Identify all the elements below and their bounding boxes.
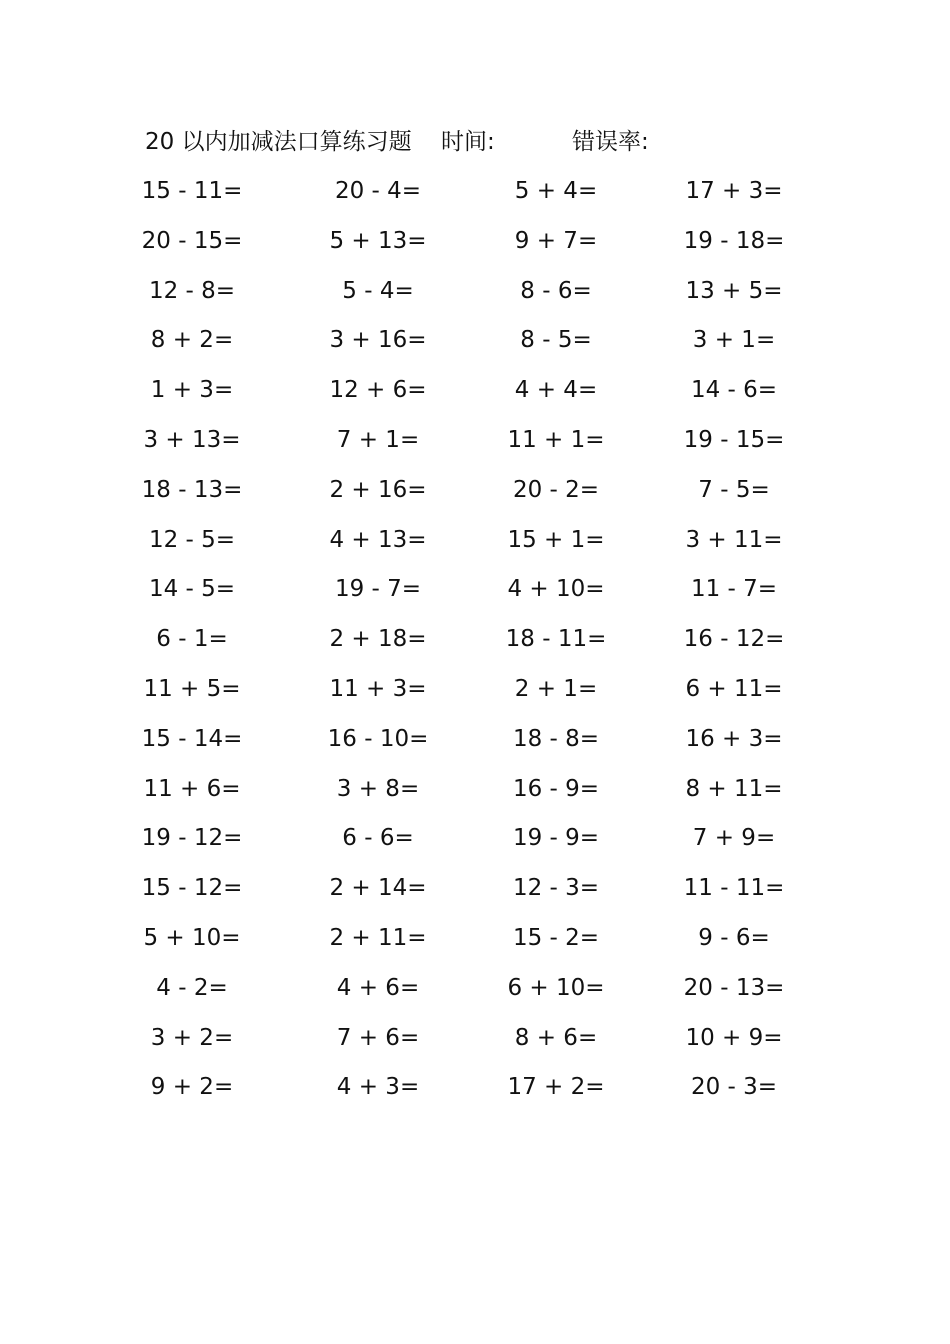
problem-cell: 5 + 13= xyxy=(329,227,427,254)
problem-row xyxy=(0,772,950,822)
problem-cell: 12 + 6= xyxy=(329,377,427,404)
problem-cell: 15 - 12= xyxy=(141,875,243,902)
problem-cell: 20 - 4= xyxy=(334,178,422,204)
problem-cell: 3 + 8= xyxy=(336,775,420,802)
problem-cell: 6 - 1= xyxy=(156,626,228,653)
problem-cell: 18 - 13= xyxy=(141,476,243,503)
problem-cell: 19 - 7= xyxy=(334,576,422,603)
problem-cell: 5 + 10= xyxy=(143,924,241,951)
problem-cell: 4 + 3= xyxy=(336,1074,420,1101)
problem-row xyxy=(0,572,950,622)
problem-cell: 5 - 4= xyxy=(342,277,414,304)
problem-cell: 9 - 6= xyxy=(698,924,770,951)
problem-cell: 12 - 3= xyxy=(512,875,600,902)
problem-cell: 19 - 9= xyxy=(512,825,600,852)
problem-cell: 7 + 6= xyxy=(336,1024,420,1051)
problem-cell: 11 + 3= xyxy=(329,675,427,702)
problem-cell: 12 - 5= xyxy=(148,526,236,553)
problem-cell: 14 - 5= xyxy=(148,576,236,603)
problem-row xyxy=(0,1021,950,1071)
problem-row xyxy=(0,523,950,573)
problem-cell: 4 + 4= xyxy=(514,377,598,404)
problem-cell: 19 - 12= xyxy=(141,825,243,852)
problem-cell: 16 - 12= xyxy=(683,626,785,653)
problem-cell: 18 - 11= xyxy=(505,626,607,653)
problem-row xyxy=(0,672,950,722)
problem-cell: 3 + 13= xyxy=(143,426,241,453)
problem-cell: 4 + 10= xyxy=(507,576,605,603)
problem-row xyxy=(0,871,950,921)
problem-cell: 4 - 2= xyxy=(156,974,228,1001)
problem-cell: 3 + 2= xyxy=(150,1024,234,1051)
problem-cell: 11 - 7= xyxy=(690,576,778,603)
problem-cell: 3 + 11= xyxy=(685,526,783,553)
problem-cell: 4 + 13= xyxy=(329,526,427,553)
problem-cell: 2 + 16= xyxy=(329,476,427,503)
time-label: 时间: xyxy=(441,129,495,155)
problem-cell: 14 - 6= xyxy=(690,377,778,404)
problem-cell: 7 - 5= xyxy=(698,476,770,503)
problem-cell: 7 + 1= xyxy=(336,426,420,453)
problem-cell: 9 + 7= xyxy=(514,227,598,254)
problem-cell: 2 + 18= xyxy=(329,626,427,653)
problem-cell: 16 - 10= xyxy=(327,725,429,752)
problem-cell: 9 + 2= xyxy=(150,1074,234,1101)
problem-cell: 7 + 9= xyxy=(692,825,776,852)
problem-row xyxy=(0,323,950,373)
problem-cell: 2 + 14= xyxy=(329,875,427,902)
problem-cell: 8 + 11= xyxy=(685,775,783,802)
problem-cell: 17 + 2= xyxy=(507,1074,605,1101)
problem-cell: 8 + 2= xyxy=(150,327,234,354)
problem-row xyxy=(0,1070,950,1120)
problem-cell: 11 + 5= xyxy=(143,675,241,702)
worksheet-title: 20 以内加减法口算练习题 xyxy=(145,129,412,155)
problem-row xyxy=(0,224,950,274)
problem-cell: 6 - 6= xyxy=(342,825,414,852)
problem-cell: 19 - 15= xyxy=(683,426,785,453)
problem-cell: 1 + 3= xyxy=(150,377,234,404)
problem-cell: 3 + 1= xyxy=(692,327,776,354)
problem-row xyxy=(0,373,950,423)
problem-row xyxy=(0,423,950,473)
problem-cell: 2 + 11= xyxy=(329,924,427,951)
problem-cell: 18 - 8= xyxy=(512,725,600,752)
problem-cell: 8 - 5= xyxy=(520,327,592,354)
problem-cell: 20 - 3= xyxy=(690,1074,778,1101)
problem-cell: 15 - 2= xyxy=(512,924,600,951)
problem-cell: 11 + 6= xyxy=(143,775,241,802)
problem-cell: 12 - 8= xyxy=(148,277,236,304)
problem-cell: 10 + 9= xyxy=(685,1024,783,1051)
problem-cell: 20 - 2= xyxy=(512,476,600,503)
problem-cell: 2 + 1= xyxy=(514,675,598,702)
problem-cell: 17 + 3= xyxy=(685,178,783,204)
problem-cell: 6 + 10= xyxy=(507,974,605,1001)
problem-row xyxy=(0,971,950,1021)
problem-cell: 20 - 15= xyxy=(141,227,243,254)
problem-cell: 15 - 14= xyxy=(141,725,243,752)
problem-row xyxy=(0,174,950,224)
problem-cell: 8 - 6= xyxy=(520,277,592,304)
problem-cell: 3 + 16= xyxy=(329,327,427,354)
problem-cell: 11 + 1= xyxy=(507,426,605,453)
problem-cell: 5 + 4= xyxy=(514,178,598,204)
problem-cell: 15 + 1= xyxy=(507,526,605,553)
problem-row xyxy=(0,274,950,324)
problem-row xyxy=(0,622,950,672)
problem-cell: 19 - 18= xyxy=(683,227,785,254)
problem-cell: 16 + 3= xyxy=(685,725,783,752)
problem-cell: 15 - 11= xyxy=(141,178,243,204)
problem-row xyxy=(0,921,950,971)
problem-row xyxy=(0,722,950,772)
problem-grid xyxy=(0,174,950,1120)
problem-row xyxy=(0,473,950,523)
problem-cell: 11 - 11= xyxy=(683,875,785,902)
problem-cell: 20 - 13= xyxy=(683,974,785,1001)
problem-cell: 16 - 9= xyxy=(512,775,600,802)
problem-cell: 8 + 6= xyxy=(514,1024,598,1051)
problem-cell: 4 + 6= xyxy=(336,974,420,1001)
problem-row xyxy=(0,821,950,871)
problem-cell: 6 + 11= xyxy=(685,675,783,702)
error-rate-label: 错误率: xyxy=(572,129,649,155)
problem-cell: 13 + 5= xyxy=(685,277,783,304)
